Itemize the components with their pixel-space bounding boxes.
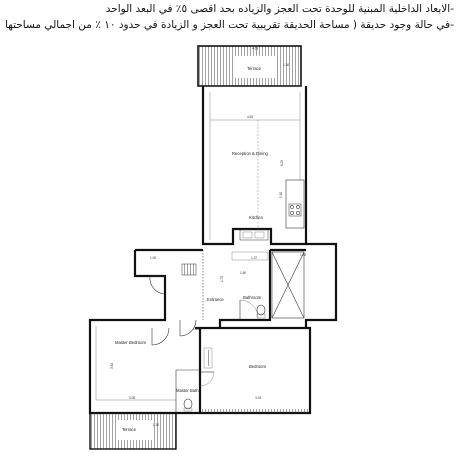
note-garden-area: -في حالة وجود حديقة ( مساحة الحديقة تقريبية تحت العجز و الزيادة في حدود ١٠ ٪ من اجمالي مساحتها — [5, 19, 454, 31]
room-label-entrance: Entrance — [207, 297, 224, 302]
dim-bathroom-w: 1.60 — [240, 271, 247, 275]
bedroom-doors — [152, 320, 214, 386]
room-label-master-bedroom: Master Bedroom — [115, 340, 146, 345]
room-label-master-bath: Master Bath — [176, 388, 199, 393]
room-label-reception: Reception & Dining — [232, 151, 268, 156]
dim-terrace-top-depth: 1.30 — [283, 63, 290, 67]
dim-reception-width: 4.63 — [247, 115, 254, 119]
room-label-bedroom: Bedroom — [249, 364, 266, 369]
room-label-terrace-top: Terrace — [247, 66, 261, 71]
room-label-terrace-bottom: Terrace — [122, 427, 136, 432]
master-bath-fixtures — [184, 348, 212, 411]
room-label-kitchen: Kitchen — [249, 215, 263, 220]
dim-terrace-bottom-w: 1.30 — [153, 423, 160, 427]
dim-bedroom-w: 3.03 — [255, 396, 262, 400]
dim-reception-length: 6.29 — [280, 159, 284, 166]
dim-terrace-top-width: 4.63 — [252, 46, 259, 51]
dim-master-bed-w: 3.08 — [129, 396, 136, 400]
exterior-walls — [90, 86, 336, 413]
dim-master-bed-h: 3.64 — [110, 362, 114, 369]
dim-shaft-right: 1.30 — [300, 253, 307, 257]
light-shaft — [272, 252, 307, 318]
bottom-wall-hatch — [200, 409, 310, 413]
dim-entrance-left: 1.00 — [150, 256, 157, 260]
entrance-door — [150, 276, 165, 294]
dim-entrance-depth: 1.75 — [220, 275, 224, 282]
entrance-window-box — [182, 264, 196, 275]
dim-entrance-mid: 1.37 — [251, 256, 258, 260]
note-interior-dimensions: -الابعاد الداخلية المبنية للوحدة تحت العجز والزياده بحد اقصى ٥٪ في البعد الواحد — [105, 3, 454, 15]
dim-kitchen-h: 2.10 — [279, 191, 283, 198]
room-label-bathroom: Bathroom — [243, 295, 262, 300]
dim-corridor-w: 1.40 — [193, 327, 200, 331]
bathroom-fixtures — [232, 252, 268, 320]
